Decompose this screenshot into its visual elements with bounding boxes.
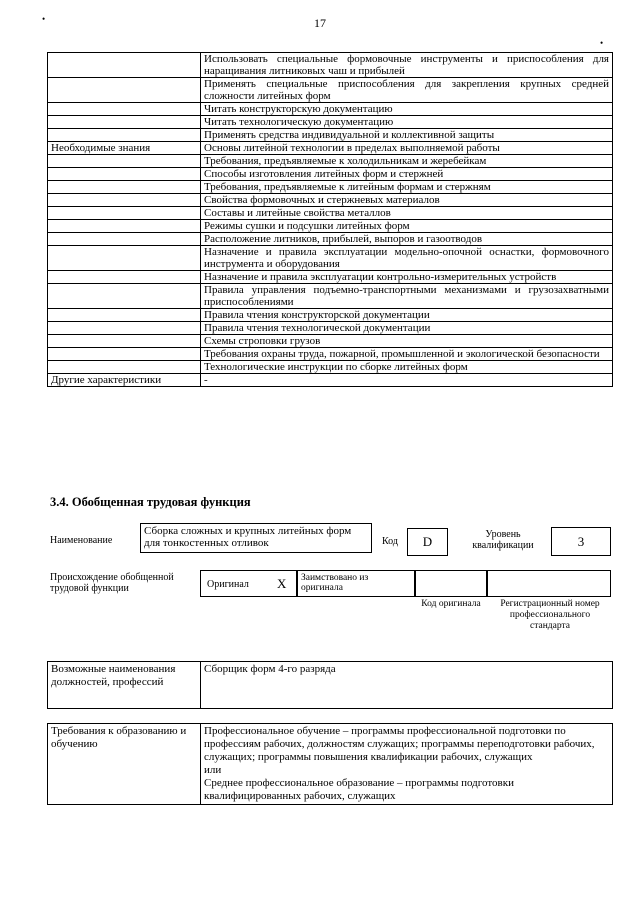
row-label [48, 155, 201, 168]
knowledge-row [48, 220, 613, 233]
skills-knowledge-table [47, 52, 613, 387]
row-label [48, 309, 201, 322]
row-label [48, 168, 201, 181]
other-characteristics-row [48, 374, 613, 387]
original-cell [200, 570, 297, 597]
row-value: Составы и литейные свойства металлов [201, 207, 613, 220]
knowledge-row [48, 168, 613, 181]
row-label [48, 335, 201, 348]
skill-row [48, 53, 613, 78]
original-mark: X [277, 576, 287, 591]
knowledge-row [48, 155, 613, 168]
row-label [48, 53, 201, 78]
knowledge-row [48, 181, 613, 194]
row-label [48, 181, 201, 194]
knowledge-row [48, 284, 613, 309]
knowledge-row [48, 233, 613, 246]
row-label [48, 207, 201, 220]
page-number: 17 [314, 16, 326, 30]
knowledge-row [48, 271, 613, 284]
row-label [48, 233, 201, 246]
skill-row [48, 129, 613, 142]
row-value: Требования охраны труда, пожарной, промышленной и экологической безопасности [201, 348, 613, 361]
education-value [201, 724, 613, 805]
row-value: Применять средства индивидуальной и коллективной защиты [201, 129, 613, 142]
row-value: Назначение и правила эксплуатации контрольно-измерительных устройств [201, 271, 613, 284]
row-label [48, 284, 201, 309]
row-value: Расположение литников, прибылей, выпоров и газоотводов [201, 233, 613, 246]
level-label: Уровень квалификации [472, 529, 534, 551]
borrowed-label: Заимствовано из оригинала [297, 570, 415, 597]
education-line-2: Среднее профессиональное образование – программы подготовки квалифицированных рабочих, служащих [204, 777, 514, 802]
knowledge-row [48, 322, 613, 335]
positions-value: Сборщик форм 4-го разряда [201, 662, 613, 709]
row-value: Читать конструкторскую документацию [201, 103, 613, 116]
knowledge-row [48, 246, 613, 271]
section-title: 3.4. Обобщенная трудовая функция [50, 495, 251, 509]
original-label: Оригинал [207, 579, 249, 590]
row-value: Свойства формовочных и стержневых материалов [201, 194, 613, 207]
education-label: Требования к образованию и обучению [48, 724, 201, 805]
knowledge-row [48, 348, 613, 361]
education-line-1: Профессиональное обучение – программы профессиональной подготовки по профессиям рабочих, должностям служащих; программы переподготовки рабочих, служащих; программы повышения квалификации рабочих, служащих [204, 725, 595, 763]
row-label [48, 78, 201, 103]
row-value: Технологические инструкции по сборке литейных форм [201, 361, 613, 374]
name-label: Наименование [50, 535, 113, 546]
row-value: Правила управления подъемно-транспортными механизмами и грузозахватными приспособлениями [201, 284, 613, 309]
row-label [48, 194, 201, 207]
origin-label: Происхождение обобщенной трудовой функции [50, 572, 174, 594]
level-field: 3 [551, 527, 611, 556]
row-label [48, 220, 201, 233]
knowledge-row [48, 194, 613, 207]
row-label [48, 361, 201, 374]
row-value: Читать технологическую документацию [201, 116, 613, 129]
row-value: Назначение и правила эксплуатации модельно-опочной оснастки, формовочного инструмента и оборудования [201, 246, 613, 271]
knowledge-row [48, 335, 613, 348]
row-value: Применять специальные приспособления для закрепления крупных средней сложности литейных форм [201, 78, 613, 103]
skill-row [48, 116, 613, 129]
code-caption: Код оригинала [421, 599, 481, 609]
row-value: Способы изготовления литейных форм и стержней [201, 168, 613, 181]
education-or: или [204, 764, 222, 776]
row-value: Правила чтения конструкторской документации [201, 309, 613, 322]
row-value: Требования, предъявляемые к литейным формам и стержням [201, 181, 613, 194]
row-value: Режимы сушки и подсушки литейных форм [201, 220, 613, 233]
corner-mark: • [42, 14, 46, 24]
function-name-field: Сборка сложных и крупных литейных форм для тонкостенных отливок [140, 523, 372, 553]
code-field: D [407, 528, 448, 556]
code-label: Код [382, 536, 398, 547]
row-label [48, 246, 201, 271]
row-label [48, 103, 201, 116]
knowledge-row [48, 361, 613, 374]
skill-row [48, 78, 613, 103]
corner-mark: • [600, 38, 604, 48]
original-code-field [415, 570, 487, 597]
row-label [48, 322, 201, 335]
skill-row [48, 103, 613, 116]
row-value: Правила чтения технологической документации [201, 322, 613, 335]
row-label [48, 348, 201, 361]
registration-number-field [487, 570, 611, 597]
row-value: Схемы строповки грузов [201, 335, 613, 348]
positions-label: Возможные наименования должностей, профессий [48, 662, 201, 709]
row-value: - [201, 374, 613, 387]
row-label [48, 129, 201, 142]
registration-caption: Регистрационный номер профессионального стандарта [500, 599, 600, 631]
knowledge-row [48, 309, 613, 322]
positions-table [47, 661, 613, 709]
row-label [48, 116, 201, 129]
row-label: Необходимые знания [48, 142, 201, 155]
row-value: Основы литейной технологии в пределах выполняемой работы [201, 142, 613, 155]
education-table [47, 723, 613, 805]
row-label [48, 271, 201, 284]
knowledge-row [48, 207, 613, 220]
row-value: Использовать специальные формовочные инструменты и приспособления для наращивания литниковых чаш и прибылей [201, 53, 613, 78]
row-label: Другие характеристики [48, 374, 201, 387]
knowledge-row [48, 142, 613, 155]
row-value: Требования, предъявляемые к холодильникам и жеребейкам [201, 155, 613, 168]
